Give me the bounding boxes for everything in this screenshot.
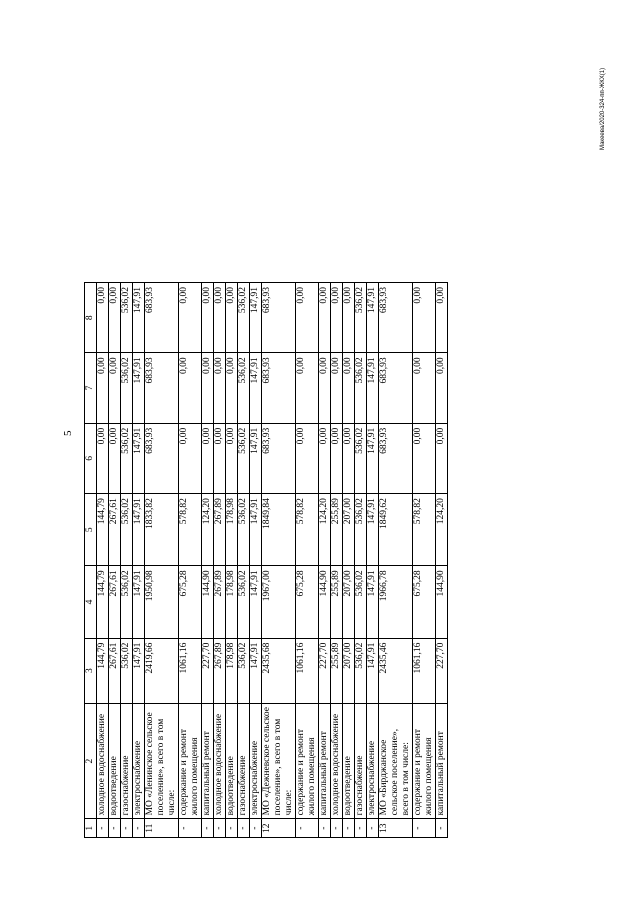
value-cell: 0,00 (319, 353, 331, 423)
row-name-cell: водоотведение (343, 703, 355, 819)
value-cell: 147,91 (133, 638, 145, 703)
table-row (214, 283, 226, 838)
value-cell: 0,00 (179, 353, 202, 423)
value-cell: 147,91 (250, 566, 262, 638)
row-number-cell: - (296, 819, 319, 838)
value-cell: 0,00 (214, 283, 226, 353)
value-cell: 147,91 (250, 353, 262, 423)
value-cell: 0,00 (331, 423, 343, 493)
value-cell: 536,02 (121, 566, 133, 638)
row-number-cell: - (413, 819, 436, 838)
row-name-cell: водоотведение (226, 703, 238, 819)
row-number-cell: - (202, 819, 214, 838)
value-cell: 144,79 (97, 566, 109, 638)
value-cell: 683,93 (262, 283, 296, 353)
value-cell: 0,00 (97, 283, 109, 353)
value-cell: 147,91 (250, 638, 262, 703)
table-row (343, 283, 355, 838)
value-cell: 124,20 (436, 494, 448, 566)
value-cell: 536,02 (121, 638, 133, 703)
value-cell: 0,00 (109, 353, 121, 423)
value-cell: 0,00 (413, 353, 436, 423)
value-cell: 0,00 (202, 353, 214, 423)
value-cell: 147,91 (133, 423, 145, 493)
value-cell: 536,02 (355, 638, 367, 703)
value-cell: 207,00 (343, 638, 355, 703)
value-cell: 147,91 (133, 353, 145, 423)
value-cell: 536,02 (355, 283, 367, 353)
value-cell: 144,79 (97, 494, 109, 566)
value-cell: 147,91 (367, 638, 379, 703)
value-cell: 267,61 (109, 566, 121, 638)
value-cell: 207,00 (343, 566, 355, 638)
value-cell: 0,00 (214, 423, 226, 493)
value-cell: 675,28 (413, 566, 436, 638)
value-cell: 255,89 (331, 638, 343, 703)
table-row (250, 283, 262, 838)
value-cell: 0,00 (97, 423, 109, 493)
table-row (296, 283, 319, 838)
value-cell: 178,98 (226, 566, 238, 638)
row-name-cell: электроснабжение (250, 703, 262, 819)
table-row (238, 283, 250, 838)
value-cell: 683,93 (379, 283, 413, 353)
value-cell: 147,91 (367, 566, 379, 638)
value-cell: 0,00 (319, 283, 331, 353)
value-cell: 2435,46 (379, 638, 413, 703)
row-number-cell: - (355, 819, 367, 838)
value-cell: 1967,00 (262, 566, 296, 638)
row-number-cell: - (214, 819, 226, 838)
value-cell: 0,00 (331, 353, 343, 423)
value-cell: 0,00 (413, 423, 436, 493)
value-cell: 0,00 (109, 423, 121, 493)
value-cell: 0,00 (226, 423, 238, 493)
value-cell: 0,00 (296, 283, 319, 353)
value-cell: 178,98 (226, 494, 238, 566)
value-cell: 207,00 (343, 494, 355, 566)
row-number-cell: - (367, 819, 379, 838)
row-name-cell: газоснабжение (121, 703, 133, 819)
value-cell: 675,28 (296, 566, 319, 638)
table-row (145, 283, 179, 838)
row-name-cell: холодное водоснабжение (331, 703, 343, 819)
row-number-cell: - (226, 819, 238, 838)
table-row (226, 283, 238, 838)
value-cell: 675,28 (179, 566, 202, 638)
value-cell: 536,02 (238, 283, 250, 353)
row-number-cell: - (121, 819, 133, 838)
value-cell: 536,02 (121, 494, 133, 566)
value-cell: 0,00 (319, 423, 331, 493)
row-number-cell: - (343, 819, 355, 838)
value-cell: 2435,68 (262, 638, 296, 703)
row-number-cell: - (250, 819, 262, 838)
header-cell: 5 (85, 494, 97, 566)
value-cell: 267,89 (214, 494, 226, 566)
value-cell: 147,91 (133, 494, 145, 566)
row-name-cell: МО «Ленинское сельское поселение», всего в том числе: (145, 703, 179, 819)
header-cell: 2 (85, 703, 97, 819)
table-row (379, 283, 413, 838)
value-cell: 578,82 (296, 494, 319, 566)
value-cell: 267,89 (214, 638, 226, 703)
rotated-table-container (84, 282, 448, 838)
value-cell: 0,00 (202, 423, 214, 493)
table-row (367, 283, 379, 838)
value-cell: 536,02 (355, 566, 367, 638)
table-row (179, 283, 202, 838)
row-name-cell: электроснабжение (367, 703, 379, 819)
value-cell: 1950,98 (145, 566, 179, 638)
header-cell: 3 (85, 638, 97, 703)
row-number-cell: - (179, 819, 202, 838)
row-name-cell: содержание и ремонт жилого помещения (413, 703, 436, 819)
value-cell: 0,00 (413, 283, 436, 353)
value-cell: 0,00 (436, 283, 448, 353)
value-cell: 147,91 (133, 566, 145, 638)
value-cell: 1849,62 (379, 494, 413, 566)
value-cell: 0,00 (109, 283, 121, 353)
value-cell: 147,91 (367, 283, 379, 353)
row-name-cell: капитальный ремонт (202, 703, 214, 819)
value-cell: 0,00 (226, 353, 238, 423)
header-cell: 1 (85, 819, 97, 838)
row-name-cell: холодное водоснабжение (97, 703, 109, 819)
value-cell: 144,90 (202, 566, 214, 638)
value-cell: 267,61 (109, 638, 121, 703)
row-number-cell: - (331, 819, 343, 838)
table-row (355, 283, 367, 838)
value-cell: 1061,16 (413, 638, 436, 703)
value-cell: 683,93 (262, 353, 296, 423)
value-cell: 578,82 (413, 494, 436, 566)
row-number-cell: - (133, 819, 145, 838)
value-cell: 147,91 (367, 494, 379, 566)
value-cell: 0,00 (343, 423, 355, 493)
value-cell: 1061,16 (296, 638, 319, 703)
value-cell: 178,98 (226, 638, 238, 703)
tariff-table (84, 282, 448, 838)
value-cell: 683,93 (145, 423, 179, 493)
header-row (85, 283, 97, 838)
value-cell: 536,02 (121, 353, 133, 423)
table-row (436, 283, 448, 838)
value-cell: 536,02 (238, 494, 250, 566)
row-number-cell: - (109, 819, 121, 838)
value-cell: 536,02 (355, 423, 367, 493)
value-cell: 147,91 (367, 423, 379, 493)
header-cell: 6 (85, 423, 97, 493)
value-cell: 578,82 (179, 494, 202, 566)
value-cell: 255,89 (331, 566, 343, 638)
table-row (331, 283, 343, 838)
row-name-cell: водоотведение (109, 703, 121, 819)
value-cell: 683,93 (262, 423, 296, 493)
value-cell: 147,91 (367, 353, 379, 423)
value-cell: 144,79 (97, 638, 109, 703)
value-cell: 144,90 (436, 566, 448, 638)
value-cell: 0,00 (343, 353, 355, 423)
value-cell: 147,91 (250, 283, 262, 353)
value-cell: 536,02 (238, 353, 250, 423)
table-row (413, 283, 436, 838)
row-name-cell: капитальный ремонт (436, 703, 448, 819)
row-number-cell: 12 (262, 819, 296, 838)
value-cell: 0,00 (343, 283, 355, 353)
value-cell: 683,93 (145, 353, 179, 423)
table-row (121, 283, 133, 838)
row-number-cell: 11 (145, 819, 179, 838)
value-cell: 0,00 (436, 423, 448, 493)
row-number-cell: - (319, 819, 331, 838)
value-cell: 124,20 (202, 494, 214, 566)
value-cell: 267,61 (109, 494, 121, 566)
value-cell: 227,70 (319, 638, 331, 703)
row-name-cell: газоснабжение (355, 703, 367, 819)
row-number-cell: - (436, 819, 448, 838)
value-cell: 0,00 (202, 283, 214, 353)
value-cell: 144,90 (319, 566, 331, 638)
value-cell: 147,91 (250, 494, 262, 566)
value-cell: 1061,16 (179, 638, 202, 703)
value-cell: 0,00 (296, 423, 319, 493)
value-cell: 536,02 (355, 353, 367, 423)
table-row (202, 283, 214, 838)
value-cell: 683,93 (379, 423, 413, 493)
value-cell: 227,70 (436, 638, 448, 703)
value-cell: 227,70 (202, 638, 214, 703)
value-cell: 683,93 (379, 353, 413, 423)
value-cell: 147,91 (133, 283, 145, 353)
row-name-cell: МО «Бирджанское сельское поселение», всего в том числе: (379, 703, 413, 819)
row-name-cell: капитальный ремонт (319, 703, 331, 819)
value-cell: 683,93 (145, 283, 179, 353)
value-cell: 147,91 (250, 423, 262, 493)
row-name-cell: содержание и ремонт жилого помещения (296, 703, 319, 819)
value-cell: 0,00 (436, 353, 448, 423)
row-number-cell: - (238, 819, 250, 838)
value-cell: 0,00 (226, 283, 238, 353)
value-cell: 536,02 (355, 494, 367, 566)
value-cell: 0,00 (179, 283, 202, 353)
table-row (97, 283, 109, 838)
table-row (319, 283, 331, 838)
footer-code: Макеева/2020-324-пп-ЖКХ(1) (600, 67, 606, 150)
row-name-cell: содержание и ремонт жилого помещения (179, 703, 202, 819)
table-row (133, 283, 145, 838)
header-cell: 8 (85, 283, 97, 353)
value-cell: 0,00 (296, 353, 319, 423)
value-cell: 267,89 (214, 566, 226, 638)
row-name-cell: холодное водоснабжение (214, 703, 226, 819)
row-number-cell: 13 (379, 819, 413, 838)
row-name-cell: МО «Дежневское сельское поселение», всего в том числе: (262, 703, 296, 819)
row-name-cell: газоснабжение (238, 703, 250, 819)
value-cell: 1849,84 (262, 494, 296, 566)
table-row (109, 283, 121, 838)
value-cell: 255,89 (331, 494, 343, 566)
table-row (262, 283, 296, 838)
row-name-cell: электроснабжение (133, 703, 145, 819)
page-number: 5 (62, 430, 74, 436)
value-cell: 536,02 (238, 423, 250, 493)
header-cell: 7 (85, 353, 97, 423)
row-number-cell: - (97, 819, 109, 838)
value-cell: 1966,78 (379, 566, 413, 638)
value-cell: 0,00 (331, 283, 343, 353)
value-cell: 536,02 (238, 566, 250, 638)
value-cell: 536,02 (121, 423, 133, 493)
value-cell: 536,02 (121, 283, 133, 353)
value-cell: 0,00 (179, 423, 202, 493)
value-cell: 1833,82 (145, 494, 179, 566)
value-cell: 0,00 (214, 353, 226, 423)
header-cell: 4 (85, 566, 97, 638)
value-cell: 124,20 (319, 494, 331, 566)
value-cell: 0,00 (97, 353, 109, 423)
value-cell: 536,02 (238, 638, 250, 703)
value-cell: 2419,66 (145, 638, 179, 703)
